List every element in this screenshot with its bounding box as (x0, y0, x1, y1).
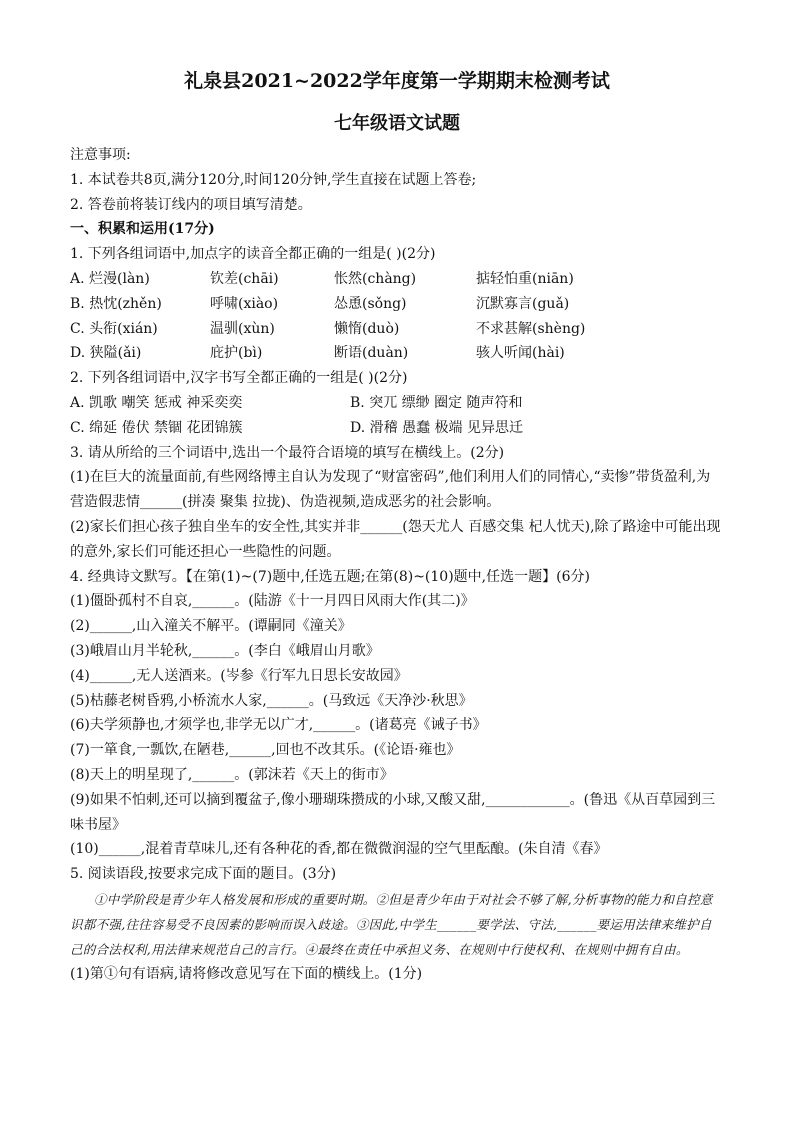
option-text: 庇护(bì) (210, 345, 263, 362)
option-text: 不求甚解(shèng) (476, 320, 586, 337)
recitation-item: (7)一箪食,一瓢饮,在陋巷,______,回也不改其乐。(《论语·雍也》 (70, 742, 461, 759)
option-text: 呼啸(xiào) (210, 295, 279, 312)
option-text: 钦差(chāi) (210, 270, 279, 287)
question-5-passage: ①中学阶段是青少年人格发展和形成的重要时期。②但是青少年由于对社会不够了解,分析事物的能力和自控意识都不强,往往容易受不良因素的影响而误入歧途。③因此,中学生______要学法、守法,______要运用法律来维护自己的合法权利,用法律来规范自己的言行。④最终在责任中承担义务、在规则中行使权利、在规则中拥有自由。 (70, 891, 713, 957)
option-text: 断语(duàn) (334, 345, 409, 362)
question-1-stem: 1. 下列各组词语中,加点字的读音全都正确的一组是( )(2分) (70, 246, 436, 263)
question-2-options-cd (70, 416, 724, 441)
exam-subtitle: 七年级语文试题 (334, 113, 460, 134)
option-text: C. 头衔(xián) (70, 320, 158, 337)
notes-heading: 注意事项: (70, 147, 131, 163)
recitation-item: (4)______,无人送酒来。(岑参《行军九日思长安故园》 (70, 667, 408, 684)
question-5-sub-1: (1)第①句有语病,请将修改意见写在下面的横线上。(1分) (70, 965, 423, 982)
question-2-stem: 2. 下列各组词语中,汉字书写全都正确的一组是( )(2分) (70, 370, 408, 387)
question-1-option-a (70, 267, 724, 292)
recitation-item: (10)______,混着青草味儿,还有各种花的香,都在微微润湿的空气里酝酿。(朱自清《春》 (70, 841, 608, 858)
recitation-item: (8)天上的明星现了,______。(郭沫若《天上的街市》 (70, 766, 394, 783)
question-4-stem: 4. 经典诗文默写。【在第(1)~(7)题中,任选五题;在第(8)~(10)题中,任选一题】(6分) (70, 568, 590, 585)
recitation-item: (9)如果不怕刺,还可以摘到覆盆子,像小珊瑚珠攒成的小球,又酸又甜,____________。(鲁迅《从百草园到三味书屋》 (70, 791, 716, 833)
recitation-item: (1)僵卧孤村不自哀,______。(陆游《十一月四日风雨大作(其二)》 (70, 593, 475, 610)
recitation-item: (2)______,山入潼关不解平。(谭嗣同《潼关》 (70, 618, 352, 635)
option-text: 懒惰(duò) (334, 320, 400, 337)
option-text: A. 凯歌 嘲笑 惩戒 神采奕奕 (70, 394, 243, 411)
question-1-option-c (70, 317, 724, 342)
question-1-option-d (70, 341, 724, 366)
question-1-option-b (70, 292, 724, 317)
question-5-stem: 5. 阅读语段,按要求完成下面的题目。(3分) (70, 866, 337, 883)
question-3-stem: 3. 请从所给的三个词语中,选出一个最符合语境的填写在横线上。(2分) (70, 444, 505, 461)
option-text: 怅然(chàng) (334, 270, 417, 287)
option-text: A. 烂漫(làn) (70, 270, 150, 287)
option-text: 骇人听闻(hài) (476, 345, 565, 362)
option-text: 怂恿(sǒng) (334, 295, 407, 312)
recitation-item: (6)夫学须静也,才须学也,非学无以广才,______。(诸葛亮《诫子书》 (70, 717, 487, 734)
option-text: D. 滑稽 愚蠢 极端 见异思迁 (350, 419, 523, 436)
option-text: 沉默寡言(guǎ) (476, 295, 570, 312)
option-text: B. 热忱(zhěn) (70, 295, 162, 312)
section-heading: 一、积累和运用(17分) (70, 221, 215, 238)
note-item: 2. 答卷前将装订线内的项目填写清楚。 (70, 196, 312, 213)
question-3-part-2: (2)家长们担心孩子独自坐车的安全性,其实并非______(怨天尤人 百感交集 杞人忧天),除了路途中可能出现的意外,家长们可能还担心一些隐性的问题。 (70, 518, 721, 560)
option-text: D. 狭隘(ǎi) (70, 345, 142, 362)
option-text: 掂轻怕重(niān) (476, 270, 574, 287)
option-text: C. 绵延 倦伏 禁锢 花团锦簇 (70, 419, 243, 436)
question-2-options-ab (70, 391, 724, 416)
exam-title: 礼泉县2021~2022学年度第一学期期末检测考试 (184, 70, 610, 92)
recitation-item: (3)峨眉山月半轮秋,______。(李白《峨眉山月歌》 (70, 642, 380, 659)
question-3-part-1: (1)在巨大的流量面前,有些网络博主自认为发现了“财富密码”,他们利用人们的同情心,“卖惨”带货盈利,为营造假悲情______(拼凑 聚集 拉拢)、伪造视频,造成恶劣的社会影响。 (70, 469, 711, 511)
note-item: 1. 本试卷共8页,满分120分,时间120分钟,学生直接在试题上答卷; (70, 171, 477, 188)
option-text: B. 突兀 缥缈 圈定 随声符和 (350, 394, 523, 411)
recitation-item: (5)枯藤老树昏鸦,小桥流水人家,______。(马致远《天净沙·秋思》 (70, 692, 473, 709)
option-text: 温驯(xùn) (210, 320, 275, 337)
